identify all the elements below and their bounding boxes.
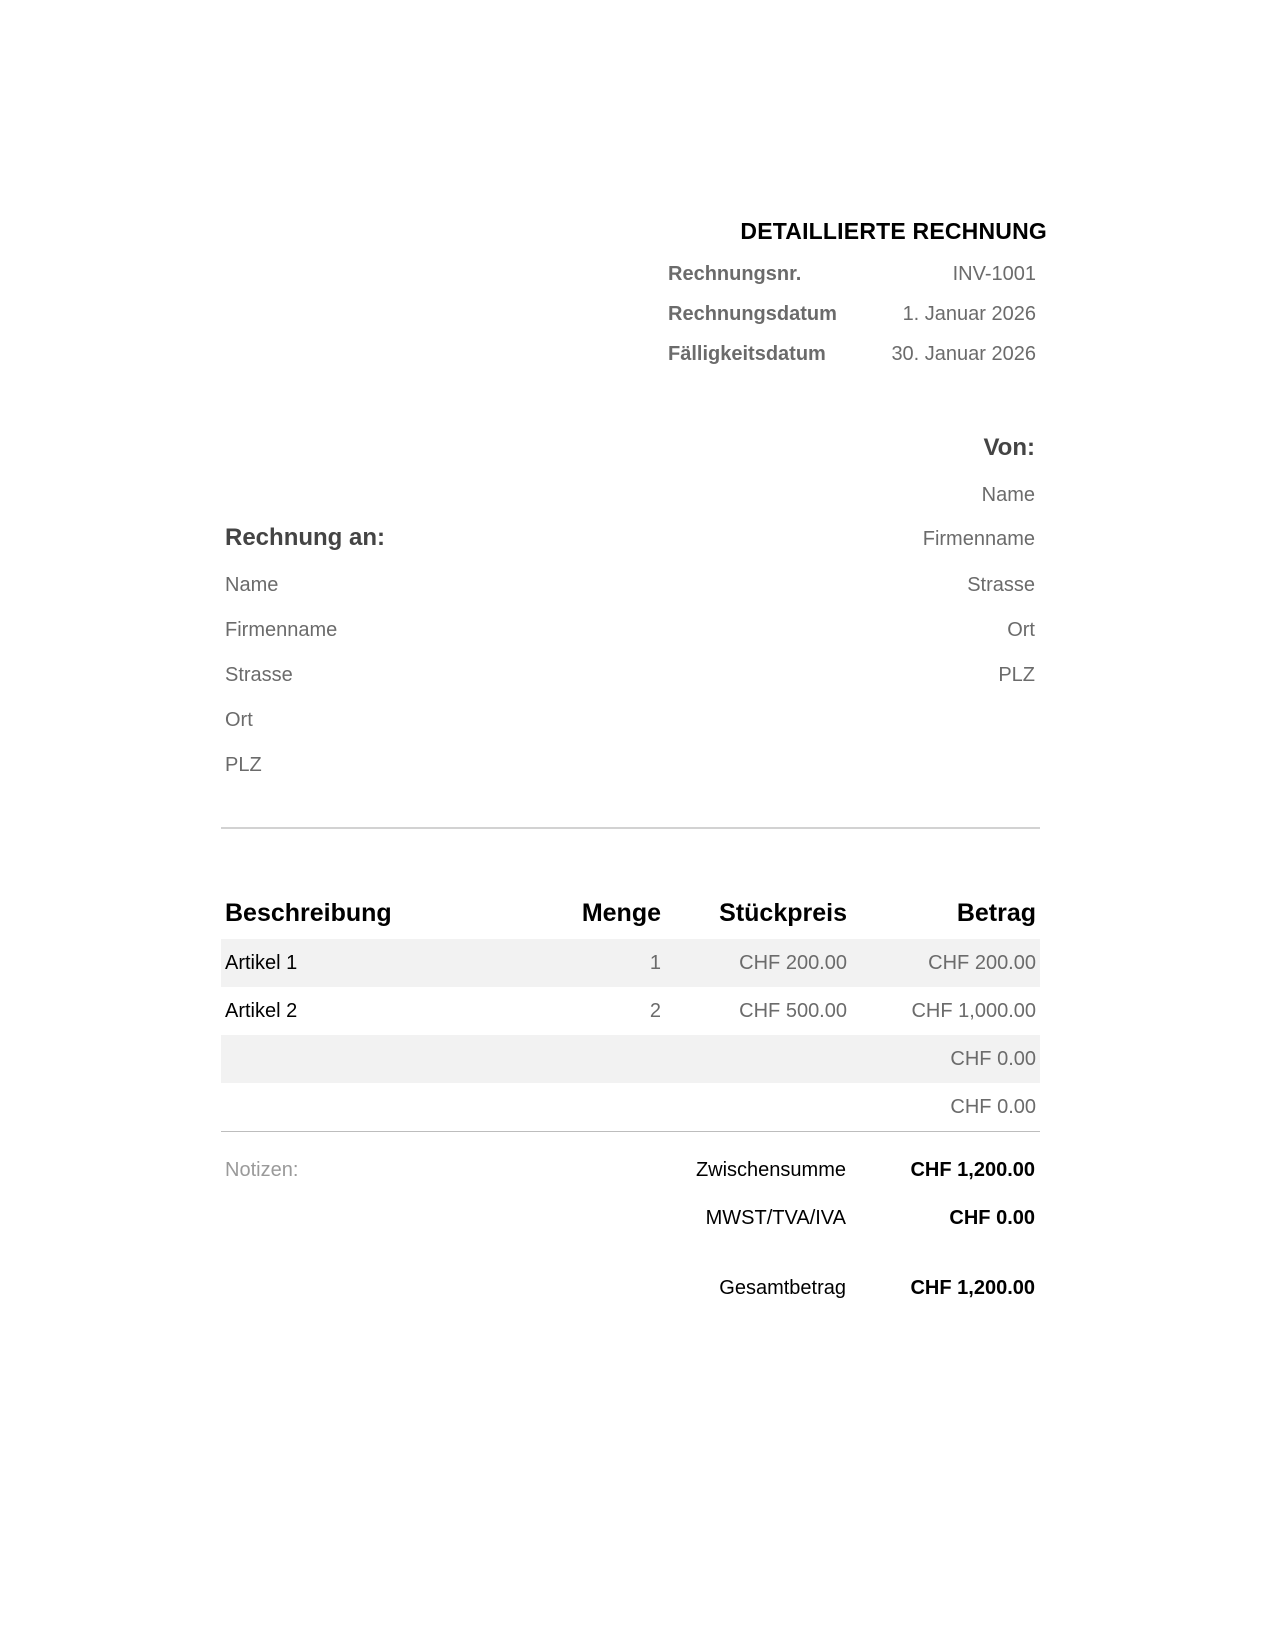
row-amount: CHF 0.00 xyxy=(950,1048,1036,1070)
table-row xyxy=(221,939,1040,987)
table-header-row xyxy=(221,885,1040,939)
invoice-date-value: 1. Januar 2026 xyxy=(902,303,1036,325)
due-date-row xyxy=(668,343,1036,369)
bill-to-city: Ort xyxy=(225,709,253,731)
due-date-value: 30. Januar 2026 xyxy=(891,343,1036,365)
items-table xyxy=(221,885,1040,1132)
subtotal-value: CHF 1,200.00 xyxy=(910,1159,1035,1181)
invoice-title: DETAILLIERTE RECHNUNG xyxy=(740,218,1047,244)
invoice-date-label: Rechnungsdatum xyxy=(668,303,837,325)
tax-value: CHF 0.00 xyxy=(949,1207,1035,1229)
invoice-number-label: Rechnungsnr. xyxy=(668,263,802,285)
row-description: Artikel 1 xyxy=(225,952,298,974)
bill-to-name: Name xyxy=(225,574,279,596)
bill-to-company: Firmenname xyxy=(225,619,338,641)
row-amount: CHF 0.00 xyxy=(950,1096,1036,1118)
section-divider xyxy=(221,827,1040,829)
table-row xyxy=(221,1035,1040,1083)
row-amount: CHF 1,000.00 xyxy=(911,1000,1036,1022)
invoice-date-row xyxy=(668,303,1036,329)
from-company: Firmenname xyxy=(922,528,1035,550)
bill-to-zip: PLZ xyxy=(225,754,262,776)
bill-to-heading: Rechnung an: xyxy=(225,524,385,551)
from-heading: Von: xyxy=(983,434,1035,461)
invoice-number-row xyxy=(668,263,1036,289)
row-unit-price: CHF 500.00 xyxy=(739,1000,847,1022)
row-quantity: 1 xyxy=(649,952,661,974)
from-name: Name xyxy=(981,484,1035,506)
invoice-number-value: INV-1001 xyxy=(952,263,1036,285)
header-amount: Betrag xyxy=(956,899,1036,927)
row-quantity: 2 xyxy=(649,1000,661,1022)
row-unit-price: CHF 200.00 xyxy=(739,952,847,974)
from-zip: PLZ xyxy=(998,664,1035,686)
total-value: CHF 1,200.00 xyxy=(910,1277,1035,1299)
bill-to-street: Strasse xyxy=(225,664,293,686)
header-unit-price: Stückpreis xyxy=(719,899,847,927)
header-quantity: Menge xyxy=(581,899,661,927)
header-description: Beschreibung xyxy=(225,899,392,927)
total-label: Gesamtbetrag xyxy=(719,1277,846,1299)
table-row xyxy=(221,987,1040,1035)
notes-label: Notizen: xyxy=(225,1159,299,1181)
subtotal-label: Zwischensumme xyxy=(695,1159,846,1181)
row-amount: CHF 200.00 xyxy=(928,952,1036,974)
table-bottom-rule xyxy=(221,1131,1040,1132)
from-street: Strasse xyxy=(967,574,1035,596)
due-date-label: Fälligkeitsdatum xyxy=(668,343,826,365)
table-row xyxy=(221,1083,1040,1131)
tax-label: MWST/TVA/IVA xyxy=(705,1207,846,1229)
from-city: Ort xyxy=(1007,619,1035,641)
row-description: Artikel 2 xyxy=(225,1000,298,1022)
